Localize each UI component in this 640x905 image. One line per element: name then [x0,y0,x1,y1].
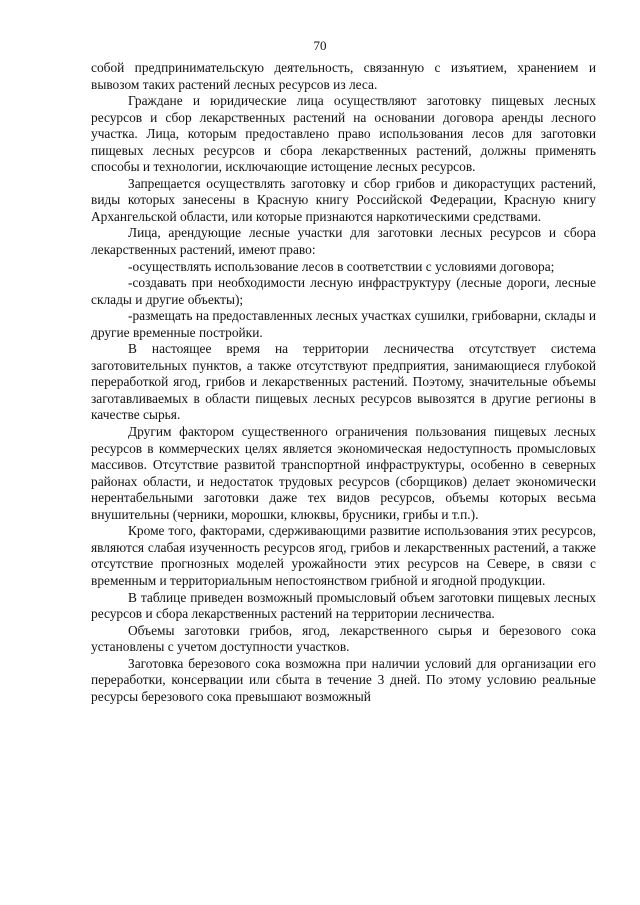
list-item-use-forests: -осуществлять использование лесов в соответствии с условиями договора; [128,258,555,274]
paragraph-lessee-rights: Лица, арендующие лесные участки для заготовки лесных ресурсов и сбора лекарственных растений, имеют право: [91,225,596,258]
paragraph-limiting-factor: Другим фактором существенного ограничения пользования пищевых лесных ресурсов в коммерческих целях является экономическая недоступность промысловых массивов. Отсутствие развитой транспортной инфраструктуры, особенно в северных районах области, и недостаток трудовых ресурсов (сборщиков) делает экономически нерентабельными заготовки даже тех видов ресурсов, объемы которых весьма внушительны (черники, морошки, клюквы, брусники, грибы и т.п.). [91,424,596,522]
paragraph-birch-sap: Заготовка березового сока возможна при наличии условий для организации его переработки, консервации или сбыта в течение 3 дней. По этому условию реальные ресурсы березового сока превышают возможный [91,655,596,704]
body-text [91,60,596,705]
list-item-temporary-buildings: -размещать на предоставленных лесных участках сушилки, грибоварни, склады и другие временные постройки. [91,308,596,340]
paragraph-continuation: собой предпринимательскую деятельность, связанную с изъятием, хранением и вывозом таких растений лесных ресурсов из леса. [91,60,596,92]
paragraph-harvest-volumes: Объемы заготовки грибов, ягод, лекарственного сырья и березового сока установлены с учетом доступности участков. [91,622,596,655]
list-item-infrastructure: -создавать при необходимости лесную инфраструктуру (лесные дороги, лесные склады и другие объекты); [91,275,596,307]
paragraph-constraining-factors: Кроме того, факторами, сдерживающими развитие использования этих ресурсов, являются слабая изученность ресурсов ягод, грибов и лекарственных растений, а также отсутствие прогнозных моделей урожайности этих ресурсов на Севере, в связи с временным и территориальным непостоянством грибной и ягодной продукции. [91,523,596,588]
paragraph-table-reference: В таблице приведен возможный промысловый объем заготовки пищевых лесных ресурсов и сбора лекарственных растений на территории лесничества. [91,589,596,622]
paragraph-current-state: В настоящее время на территории лесничества отсутствует система заготовительных пунктов, а также отсутствуют предприятия, занимающиеся глубокой переработкой ягод, грибов и лекарственных растений. Поэтому, значительные объемы заготавливаемых в области пищевых лесных ресурсов вывозятся в другие регионы в качестве сырья. [91,341,596,423]
page-number: 70 [313,38,327,53]
paragraph-harvesting-basis: Граждане и юридические лица осуществляют заготовку пищевых лесных ресурсов и сбор лекарственных растений на основании договора аренды лесного участка. Лица, которым предоставлено право использования лесов для заготовки пищевых лесных ресурсов и сбора лекарственных растений, должны применять способы и технологии, исключающие истощение лесных ресурсов. [91,93,596,175]
paragraph-prohibition: Запрещается осуществлять заготовку и сбор грибов и дикорастущих растений, виды которых занесены в Красную книгу Российской Федерации, Красную книгу Архангельской области, или которые признаются наркотическими средствами. [91,175,596,224]
